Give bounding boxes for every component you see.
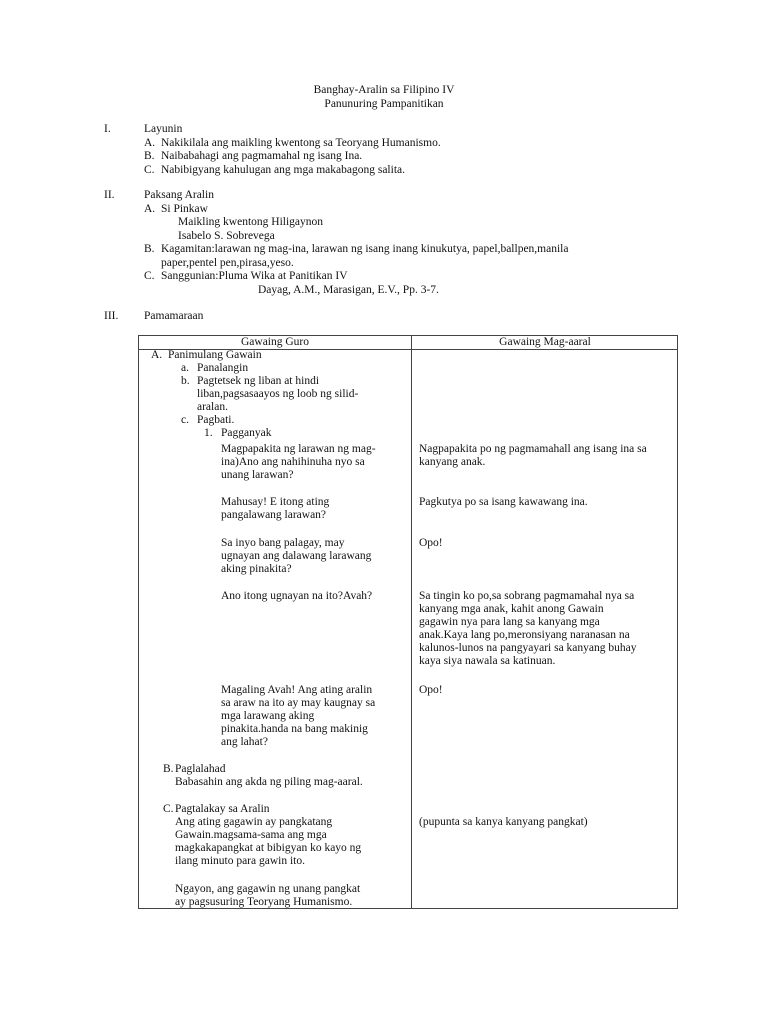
section-numeral: I. — [104, 123, 111, 135]
aaral-response: Opo! — [419, 684, 443, 696]
guro-prompt: Sa inyo bang palagay, may ugnayan ang dalawang larawang aking pinakita? — [221, 537, 372, 575]
section-heading: Pamamaraan — [144, 310, 204, 322]
aaral-response: Pagkutya po sa isang kawawang ina. — [419, 496, 588, 508]
aaral-response: (pupunta sa kanya kanyang pangkat) — [419, 816, 588, 828]
reference-item: C. Sanggunian:Pluma Wika at Panitikan IV Dayag, A.M., Marasigan, E.V., Pp. 3-7. — [144, 270, 439, 296]
section-numeral: III. — [104, 310, 119, 322]
guro-prompt: Magaling Avah! Ang ating aralin sa araw na ito ay may kaugnay sa mga larawang aking pinakita.handa na bang makinig ang lahat? — [221, 684, 376, 748]
pagganyak-title: Pagganyak — [221, 427, 272, 439]
section-heading: Paksang Aralin — [144, 189, 214, 201]
aaral-response: Sa tingin ko po,sa sobrang pagmamahal nya sa kanyang mga anak, kahit anong Gawain gagawin nya para lang sa kanyang mga anak.Kaya lang po,meronsiyang naranasan na kalunos-lunos na pangyayari sa kanyang buhay kaya siya nawala sa katinuan. — [419, 590, 637, 667]
step-title: Paglalahad — [175, 763, 226, 775]
column-divider — [411, 336, 412, 908]
document-subtitle: Panunuring Pampanitikan — [324, 98, 444, 110]
section-heading: Layunin — [144, 123, 183, 135]
guro-prompt: Magpapakita ng larawan ng mag- ina)Ano ang nahihinuha nyo sa unang larawan? — [221, 443, 376, 481]
step-title: Pagtalakay sa Aralin — [175, 803, 270, 815]
guro-prompt: Mahusay! E itong ating pangalawang larawan? — [221, 496, 330, 521]
panimulang-gawain-block: A. Panimulang Gawain a. Panalangin b. Pagtetsek ng liban at hindi liban,pagsasaayos ng loob ng silid- aralan. c. Pagbati. 1. Pagganyak — [151, 349, 409, 440]
objective-item: B. Naibabahagi ang pagmamahal ng isang Ina. — [144, 150, 363, 162]
section-numeral: II. — [104, 189, 115, 201]
procedure-table — [138, 335, 678, 909]
paglalahad-block: B. Paglalahad Babasahin ang akda ng piling mag-aaral. — [151, 763, 409, 789]
column-header-guro: Gawaing Guro — [240, 336, 310, 348]
objective-item: C. Nabibigyang kahulugan ang mga makabagong salita. — [144, 163, 405, 176]
topic-item: A. Si Pinkaw Maikling kwentong Hiligaynon Isabelo S. Sobrevega — [144, 202, 324, 242]
materials-item: B. Kagamitan:larawan ng mag-ina, larawan ng isang inang kinukutya, papel,ballpen,manila paper,pentel pen,pirasa,yeso. — [144, 243, 569, 269]
aaral-response: Opo! — [419, 537, 443, 549]
aaral-response: Nagpapakita po ng pagmamahall ang isang ina sa kanyang anak. — [419, 443, 647, 468]
column-header-aaral: Gawaing Mag-aaral — [499, 336, 591, 348]
document-title: Banghay-Aralin sa Filipino IV — [313, 84, 455, 96]
step-title: Panimulang Gawain — [168, 349, 262, 361]
guro-prompt: Ano itong ugnayan na ito?Avah? — [221, 590, 373, 602]
pagtalakay-block: C. Pagtalakay sa Aralin Ang ating gagawin ay pangkatang Gawain.magsama-sama ang mga magkakapangkat at bibigyan ko kayo ng ilang minuto para gawin ito. Ngayon, ang gagawin ng unang pangkat ay pagsusuring Teoryang Humanismo. — [151, 803, 409, 909]
objective-item: A. Nakikilala ang maikling kwentong sa Teoryang Humanismo. — [144, 136, 441, 149]
